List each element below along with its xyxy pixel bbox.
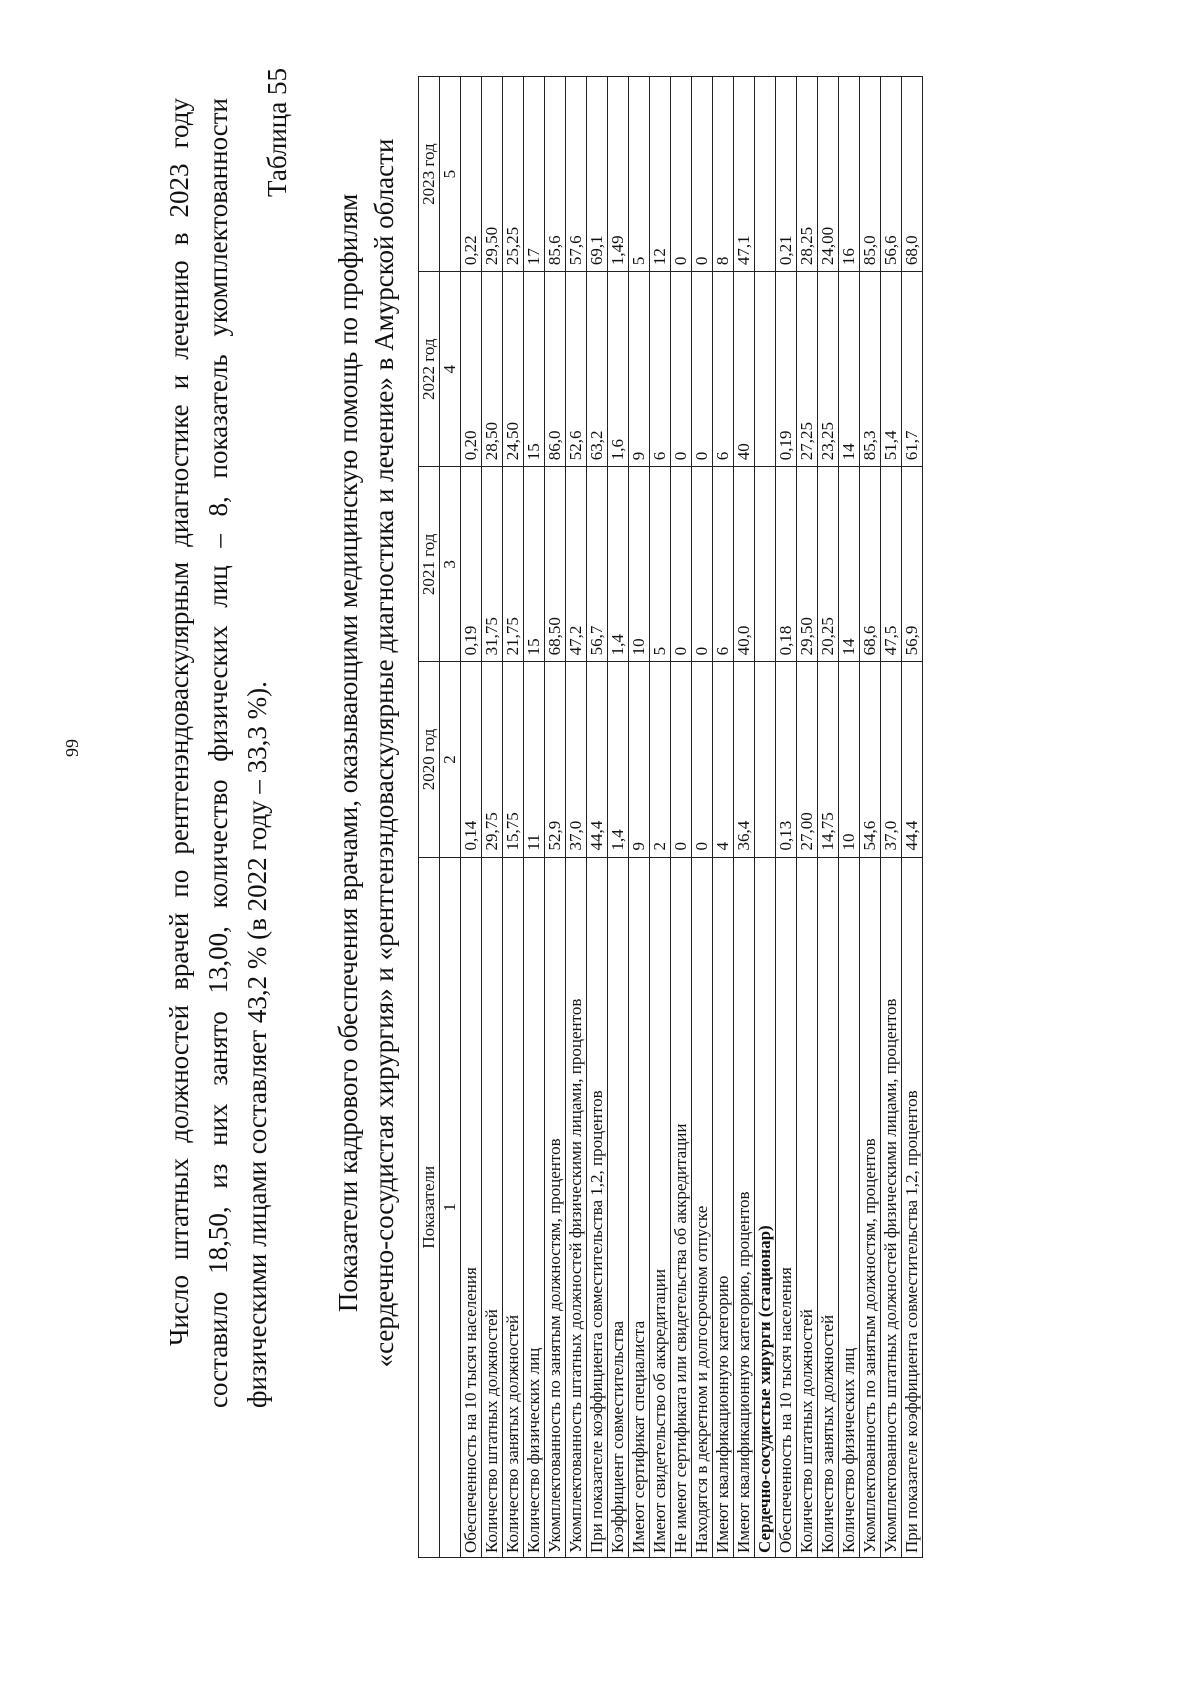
table-cell: 40 [734,272,755,467]
row-label: Количество занятых должностей [503,857,524,1557]
table-cell: 4 [713,662,734,857]
row-label: При показателе коэффициента совместительства 1,2, процентов [902,857,923,1557]
row-label: Количество физических лиц [524,857,545,1557]
table-row [797,77,818,1558]
column-header: 2020 год [419,662,440,857]
table-row [902,77,923,1558]
row-label: При показателе коэффициента совместительства 1,2, процентов [587,857,608,1557]
table-cell: 0 [692,272,713,467]
section-label: Сердечно-сосудистые хирурги (стационар) [755,857,776,1557]
table-row [818,77,839,1558]
table-cell: 0,21 [776,77,797,272]
row-label: Количество физических лиц [839,857,860,1557]
table-row [587,77,608,1558]
table-cell: 21,75 [503,467,524,662]
column-header: 2023 год [419,77,440,272]
table-cell: 37,0 [881,662,902,857]
paragraph-text: Число штатных должностей врачей по рентгенэндоваскулярным диагностике и лечению в 2023 году составило 18,50, из них занято 13,00, количество физических лиц – 8, показатель укомплектованности физическими лицами составляет 43,2 % (в 2022 году – 33,3 %). [164,98,272,1408]
table-body [461,77,923,1558]
table-cell: 0,14 [461,662,482,857]
table-cell: 0,19 [461,467,482,662]
table-cell: 12 [650,77,671,272]
table-cell: 1,6 [608,272,629,467]
table-row [650,77,671,1558]
table-cell: 68,6 [860,467,881,662]
table-cell: 56,6 [881,77,902,272]
table-cell: 44,4 [902,662,923,857]
row-label: Укомплектованность по занятым должностям, процентов [545,857,566,1557]
caption-line: Показатели кадрового обеспечения врачами, оказывающими медицинскую помощь по профилям [333,193,363,1313]
table-cell: 9 [629,272,650,467]
section-row [755,77,776,1558]
table-cell: 52,6 [566,272,587,467]
table-cell: 6 [713,272,734,467]
table-cell: 9 [629,662,650,857]
table-cell: 47,1 [734,77,755,272]
table-cell [755,77,776,272]
table-cell: 11 [524,662,545,857]
page-number: 99 [62,739,82,757]
table-cell: 29,50 [797,467,818,662]
table-header-row [419,77,440,1558]
table-cell: 86,0 [545,272,566,467]
table-cell: 15 [524,272,545,467]
table-cell: 68,0 [902,77,923,272]
table-cell [755,662,776,857]
table-cell: 40,0 [734,467,755,662]
row-label: Укомплектованность штатных должностей физическими лицами, процентов [881,857,902,1557]
table-cell: 27,00 [797,662,818,857]
table-cell: 5 [650,467,671,662]
column-number: 5 [440,77,461,272]
table-cell: 31,75 [482,467,503,662]
table-cell: 0,20 [461,272,482,467]
table-cell: 85,6 [545,77,566,272]
table-row [461,77,482,1558]
table-cell: 16 [839,77,860,272]
column-number: 1 [440,857,461,1557]
table-row [545,77,566,1558]
table-cell: 0,18 [776,467,797,662]
table-cell: 85,0 [860,77,881,272]
table-cell: 24,50 [503,272,524,467]
table-cell: 6 [713,467,734,662]
table-cell: 20,25 [818,467,839,662]
table-row [692,77,713,1558]
table-cell: 28,25 [797,77,818,272]
table-row [734,77,755,1558]
table-cell: 8 [713,77,734,272]
table-cell: 27,25 [797,272,818,467]
column-number: 3 [440,467,461,662]
table-cell [755,467,776,662]
table-cell: 1,49 [608,77,629,272]
row-label: Не имеют сертификата или свидетельства об аккредитации [671,857,692,1557]
table-row [776,77,797,1558]
table-cell: 1,4 [608,467,629,662]
table-cell: 2 [650,662,671,857]
table-cell: 68,50 [545,467,566,662]
caption-line: «сердечно-сосудистая хирургия» и «рентгенэндоваскулярные диагностика и лечение» в Амурской области [369,138,399,1368]
table-cell: 0,22 [461,77,482,272]
row-label: Обеспеченность на 10 тысяч населения [461,857,482,1557]
row-label: Количество штатных должностей [482,857,503,1557]
table-row [482,77,503,1558]
column-header: 2022 год [419,272,440,467]
row-label: Количество занятых должностей [818,857,839,1557]
row-label: Коэффициент совместительства [608,857,629,1557]
table-cell: 56,7 [587,467,608,662]
table-cell: 47,5 [881,467,902,662]
table-cell: 0 [692,467,713,662]
table-cell: 0 [671,467,692,662]
table-cell: 23,25 [818,272,839,467]
table-caption [330,98,402,1408]
table-cell: 52,9 [545,662,566,857]
table-row [713,77,734,1558]
table-cell: 17 [524,77,545,272]
column-number: 4 [440,272,461,467]
table-cell: 56,9 [902,467,923,662]
table-row [608,77,629,1558]
table-cell: 63,2 [587,272,608,467]
table-cell: 14 [839,272,860,467]
row-label: Обеспеченность на 10 тысяч населения [776,857,797,1557]
table-cell: 14,75 [818,662,839,857]
row-label: Укомплектованность по занятым должностям, процентов [860,857,881,1557]
table-cell: 51,4 [881,272,902,467]
table-cell: 44,4 [587,662,608,857]
row-label: Количество штатных должностей [797,857,818,1557]
table-row [629,77,650,1558]
row-label: Укомплектованность штатных должностей физическими лицами, процентов [566,857,587,1557]
table-cell: 0 [692,77,713,272]
table-cell: 25,25 [503,77,524,272]
table-number: Таблица 55 [262,68,292,197]
table-cell: 14 [839,467,860,662]
table-cell: 0 [671,662,692,857]
table-cell: 0,13 [776,662,797,857]
column-header: Показатели [419,857,440,1557]
table-cell: 54,6 [860,662,881,857]
table-row [671,77,692,1558]
table-cell: 0,19 [776,272,797,467]
table-cell: 57,6 [566,77,587,272]
table-cell: 85,3 [860,272,881,467]
column-number: 2 [440,662,461,857]
table-cell: 0 [671,272,692,467]
table-cell: 15 [524,467,545,662]
row-label: Имеют свидетельство об аккредитации [650,857,671,1557]
table-row [566,77,587,1558]
table-cell: 15,75 [503,662,524,857]
body-paragraph [160,98,277,1408]
table-cell: 29,75 [482,662,503,857]
table-row [524,77,545,1558]
table-cell: 28,50 [482,272,503,467]
table-cell: 36,4 [734,662,755,857]
table-cell [755,272,776,467]
table-cell: 69,1 [587,77,608,272]
table-cell: 6 [650,272,671,467]
row-label: Имеют квалификационную категорию [713,857,734,1557]
table-cell: 47,2 [566,467,587,662]
staffing-table [418,76,923,1558]
table-cell: 24,00 [818,77,839,272]
table-cell: 1,4 [608,662,629,857]
column-number-row [440,77,461,1558]
table-row [503,77,524,1558]
row-label: Имеют квалификационную категорию, процентов [734,857,755,1557]
table-cell: 37,0 [566,662,587,857]
table-cell: 29,50 [482,77,503,272]
column-header: 2021 год [419,467,440,662]
table-cell: 10 [839,662,860,857]
table-cell: 0 [671,77,692,272]
table-cell: 5 [629,77,650,272]
row-label: Находятся в декретном и долгосрочном отпуске [692,857,713,1557]
table-cell: 10 [629,467,650,662]
table-cell: 61,7 [902,272,923,467]
table-row [860,77,881,1558]
table-cell: 0 [692,662,713,857]
table-row [881,77,902,1558]
row-label: Имеют сертификат специалиста [629,857,650,1557]
table-row [839,77,860,1558]
